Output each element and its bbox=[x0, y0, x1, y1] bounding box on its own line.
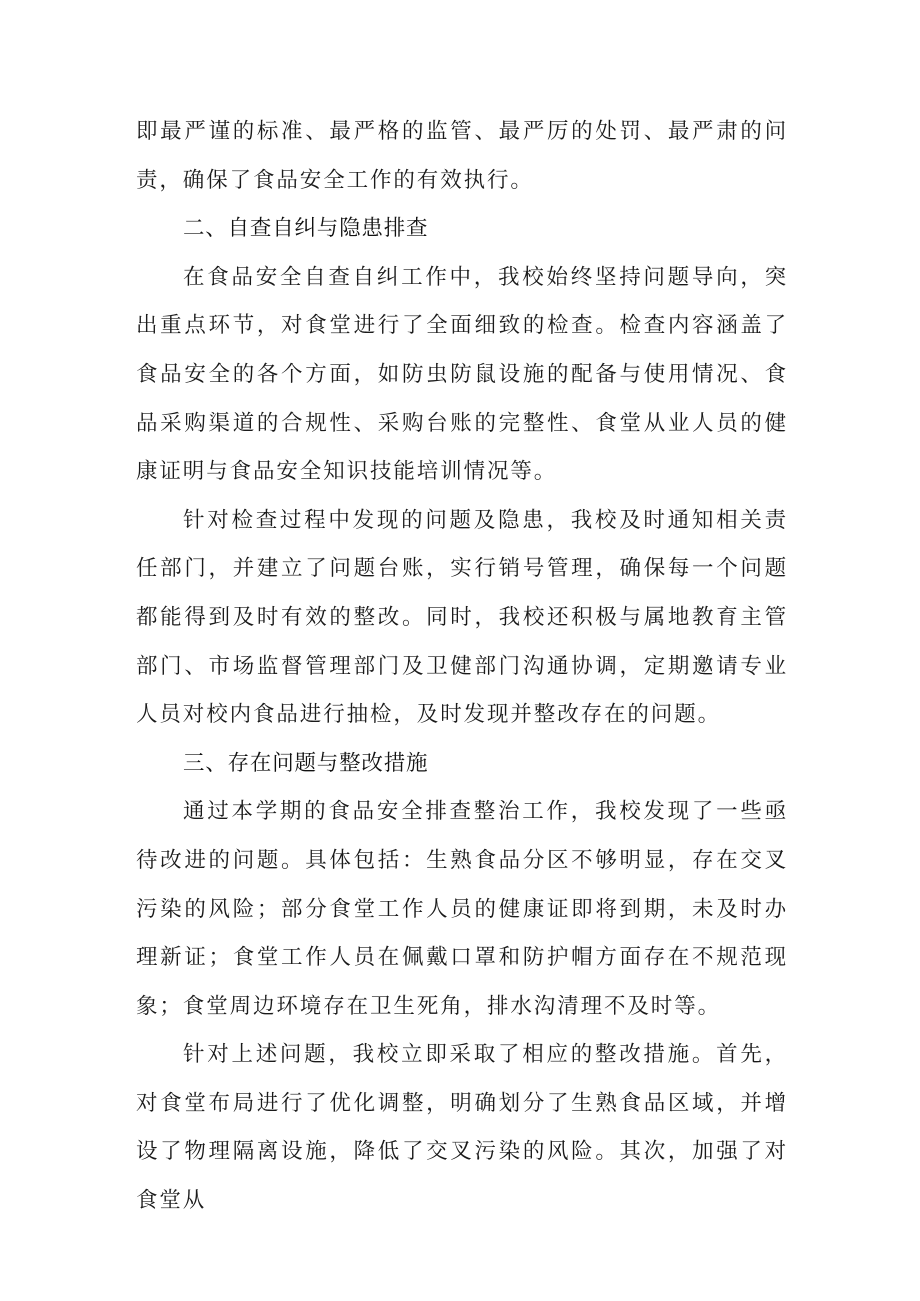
section-heading-self-inspection: 二、自查自纠与隐患排查 bbox=[183, 216, 429, 242]
paragraph-inspection-scope: 在食品安全自查自纠工作中，我校始终坚持问题导向，突出重点环节，对食堂进行了全面细致的检查。检查内容涵盖了食品安全的各个方面，如防虫防鼠设施的配备与使用情况、食品采购渠道的合规性、采购台账的完整性、食堂从业人员的健康证明与食品安全知识技能培训情况等。 bbox=[136, 264, 788, 485]
paragraph-rectification-measures: 针对上述问题，我校立即采取了相应的整改措施。首先，对食堂布局进行了优化调整，明确划分了生熟食品区域，并增设了物理隔离设施，降低了交叉污染的风险。其次，加强了对食堂从 bbox=[136, 1042, 788, 1214]
section-heading-problems-rectification: 三、存在问题与整改措施 bbox=[183, 750, 429, 776]
paragraph-hazard-handling: 针对检查过程中发现的问题及隐患，我校及时通知相关责任部门，并建立了问题台账，实行销号管理，确保每一个问题都能得到及时有效的整改。同时，我校还积极与属地教育主管部门、市场监督管理部门及卫健部门沟通协调，定期邀请专业人员对校内食品进行抽检，及时发现并整改存在的问题。 bbox=[136, 507, 788, 728]
document-body bbox=[136, 108, 788, 1226]
paragraph-intro-continued: 即最严谨的标准、最严格的监管、最严厉的处罚、最严肃的问责，确保了食品安全工作的有效执行。 bbox=[136, 119, 788, 193]
paragraph-problems-found: 通过本学期的食品安全排查整治工作，我校发现了一些亟待改进的问题。具体包括：生熟食品分区不够明显，存在交叉污染的风险；部分食堂工作人员的健康证即将到期，未及时办理新证；食堂工作人员在佩戴口罩和防护帽方面存在不规范现象；食堂周边环境存在卫生死角，排水沟清理不及时等。 bbox=[136, 799, 788, 1019]
